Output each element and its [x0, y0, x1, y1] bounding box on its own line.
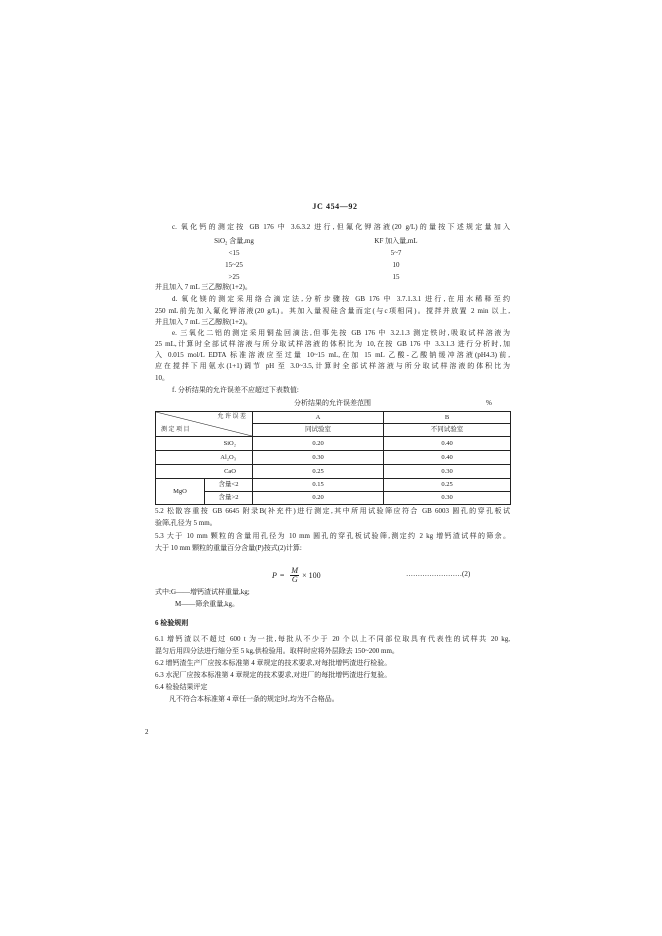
table-caption: 分析结果的允许误差范围: [294, 399, 371, 407]
clause-6-2: 6.2 增钙渣生产厂应按本标准第 4 章规定的技术要求,对每批增钙渣进行检验。: [155, 659, 392, 667]
col-b-header: B: [384, 412, 511, 424]
formula-denominator: G: [291, 574, 298, 584]
formula-times: × 100: [302, 570, 321, 580]
kf-table-row: [194, 259, 436, 271]
row-value-b: 0.30: [384, 492, 511, 505]
dot-leader: ……………………: [406, 570, 462, 578]
kf-dosage-table: [194, 235, 436, 283]
row-value-b: 0.30: [384, 465, 511, 479]
item-e-line: 入 0.015 mol/L EDTA 标准溶液应至过量 10~15 mL,在加 15 mL 乙酸-乙酸钠缓冲溶液(pH4.3)前,: [155, 351, 510, 359]
clause-6-3: 6.3 水泥厂应按本标准第 4 章规定的技术要求,对进厂的每批增钙渣进行复验。: [155, 671, 392, 679]
equation-number-line: [406, 570, 470, 579]
formula-fraction: [290, 567, 299, 584]
kf-gap: [274, 271, 356, 283]
formula-equals: =: [279, 570, 285, 580]
diagonal-header-cell: [156, 412, 253, 437]
row-item: Al₂O₃: [156, 451, 253, 465]
clause-5-3-line: 大于 10 mm 颗粒的重量百分含量(P)按式(2)计算:: [155, 544, 302, 552]
formula-numerator: M: [291, 565, 299, 575]
col-a-header: A: [253, 412, 384, 424]
table-row: [156, 492, 511, 505]
col-b-subheader: 不同试验室: [384, 424, 511, 437]
kf-kf-value: 10: [392, 260, 400, 269]
table-row: [156, 465, 511, 479]
row-value-b: 0.25: [384, 479, 511, 492]
kf-table-header: [194, 235, 436, 247]
section-6-heading: 6 检验规则: [155, 619, 189, 627]
row-item: SiO₂: [156, 437, 253, 451]
item-c-line: c. 氧化钙的测定按 GB 176 中 3.6.3.2 进行,但氟化钾溶液(20 g/L)的量按下述规定量加入: [172, 223, 510, 231]
row-condition: 含量>2: [205, 492, 253, 505]
table-row: [156, 451, 511, 465]
col-a-subheader: 同试验室: [253, 424, 384, 437]
kf-table-row: [194, 271, 436, 283]
standard-code: JC 454—92: [312, 202, 358, 211]
item-e-line: 应在搅拌下用氨水(1+1)调节 pH 至 3.0~3.5,计算时全部试样溶液与所分取试样溶液的体积比为: [155, 362, 510, 370]
item-d-line: 并且加入 7 mL 三乙醇胺(1+2)。: [155, 318, 252, 326]
row-value-a: 0.25: [253, 465, 384, 479]
row-item: CaO: [156, 465, 253, 479]
kf-table-row: [194, 247, 436, 259]
clause-6-1-line: 6.1 增钙渣以不超过 600 t 为一批,每批从不少于 20 个以上不同部位取具有代表性的试样共 20 kg,: [155, 635, 510, 643]
page-number: 2: [145, 728, 149, 736]
clause-6-4-body: 凡不符合本标准第 4 章任一条的规定时,均为不合格品。: [169, 695, 339, 703]
row-value-a: 0.15: [253, 479, 384, 492]
kf-kf-value: 15: [392, 272, 400, 281]
kf-gap: [274, 235, 356, 247]
table-row: [156, 479, 511, 492]
item-d-line: 250 mL前先加入氟化钾溶液(20 g/L)。其加入量视硅含量而定(与c项相同)。搅拌并放置 2 min 以上,: [155, 307, 510, 315]
table-unit: %: [486, 399, 492, 407]
header-allowance: 允 许 误 差: [217, 414, 246, 420]
row-value-b: 0.40: [384, 437, 511, 451]
item-e-line: 10。: [155, 374, 169, 382]
formula-2: [272, 565, 321, 585]
row-value-a: 0.30: [253, 451, 384, 465]
row-value-a: 0.20: [253, 437, 384, 451]
kf-sio2-value: >25: [228, 272, 240, 281]
table-header-row: [156, 412, 511, 424]
clause-5-2-line: 5.2 松散容重按 GB 6645 附录B(补充件)进行测定,其中所用试验筛应符合 GB 6003 圆孔的穿孔板试: [155, 507, 510, 515]
clause-5-2-line: 验筛,孔径为 5 mm。: [155, 519, 217, 527]
kf-col-sio2: SiO₂ 含量,mg: [214, 236, 254, 245]
item-d-line: d. 氧化镁的测定采用络合滴定法,分析步骤按 GB 176 中 3.7.1.3.1 进行,在用水稀释至约: [172, 295, 510, 303]
table-row: [156, 437, 511, 451]
clause-5-3-line: 5.3 大于 10 mm 颗粒的含量用孔径为 10 mm 圆孔的穿孔板试验筛,测定约 2 kg 增钙渣试样的筛余。: [155, 532, 510, 540]
kf-gap: [274, 259, 356, 271]
kf-sio2-value: 15~25: [225, 260, 243, 269]
formula-lhs: P: [272, 570, 277, 580]
header-item: 测 定 项 目: [161, 427, 190, 433]
where-line: M——筛余重量,kg。: [175, 600, 239, 608]
kf-col-kf: KF 加入量,mL: [374, 236, 418, 245]
row-item: MgO: [156, 479, 205, 505]
kf-sio2-value: <15: [228, 248, 240, 257]
allowance-table: [155, 411, 511, 505]
clause-6-1-line: 混匀后用四分法进行缩分至 5 kg,供检验用。取样时应将外层除去 150~200 mm。: [155, 647, 399, 655]
item-c-after-line: 并且加入 7 mL 三乙醇胺(1+2)。: [155, 283, 252, 291]
row-value-b: 0.40: [384, 451, 511, 465]
row-condition: 含量<2: [205, 479, 253, 492]
item-f-line: f. 分析结果的允许误差不应超过下表数值:: [172, 386, 299, 394]
equation-number: (2): [462, 570, 471, 578]
row-value-a: 0.20: [253, 492, 384, 505]
kf-gap: [274, 247, 356, 259]
item-e-line: 25 mL,计算时全部试样溶液与所分取试样溶液的体积比为 10,在按 GB 176 中 3.3.1.3 进行分析时,加: [155, 340, 510, 348]
kf-kf-value: 5~7: [390, 248, 402, 257]
where-line: 式中:G——增钙渣试样重量,kg;: [155, 588, 250, 596]
clause-6-4: 6.4 检验结果评定: [155, 683, 208, 691]
item-e-line: e. 三氧化二铝的测定采用铜盐回滴法,但事先按 GB 176 中 3.2.1.3 测定铁时,吸取试样溶液为: [172, 329, 510, 337]
